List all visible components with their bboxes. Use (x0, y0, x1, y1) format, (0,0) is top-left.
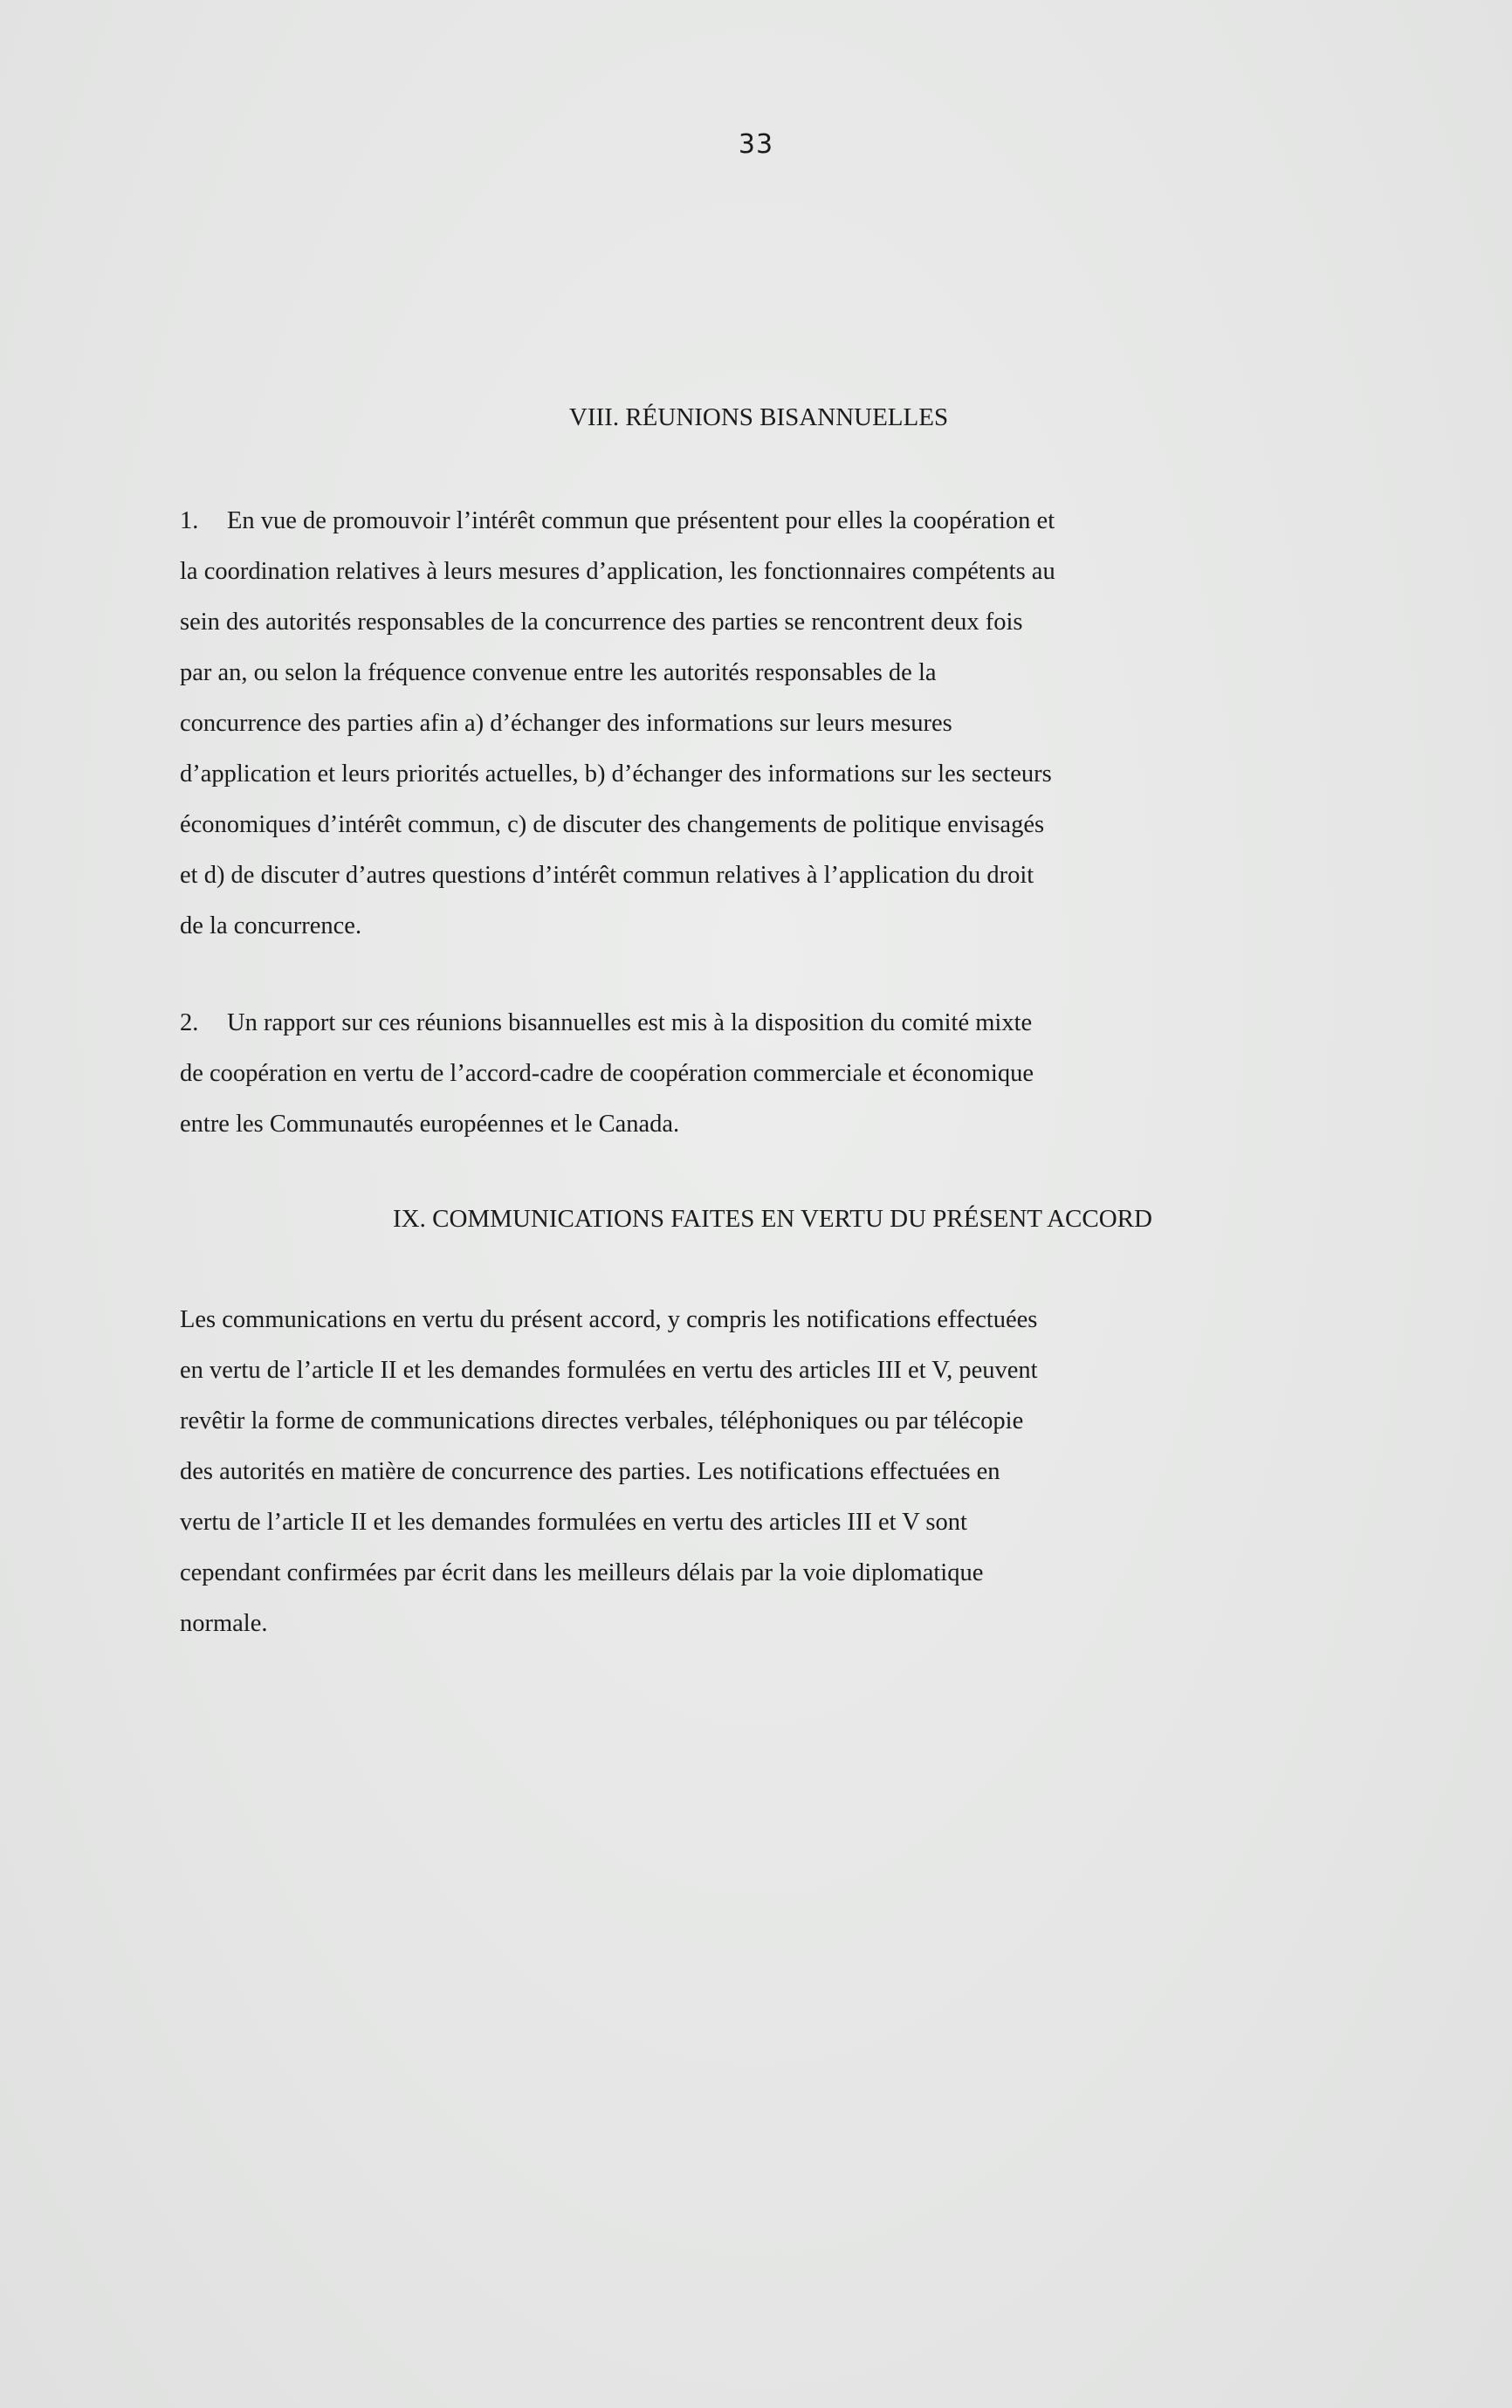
section-heading-viii: VIII. RÉUNIONS BISANNUELLES (568, 403, 949, 431)
paragraph-line: économiques d’intérêt commun, c) de discuter des changements de politique envisagés (180, 811, 1045, 838)
paragraph-line: en vertu de l’article II et les demandes formulées en vertu des articles III et V, peuvent (180, 1357, 1038, 1384)
paragraph-line: Les communications en vertu du présent accord, y compris les notifications effectuées (180, 1306, 1038, 1333)
paragraph-communications (180, 1295, 1166, 1649)
paragraph-line: entre les Communautés européennes et le Canada. (180, 1111, 680, 1138)
paragraph-line: d’application et leurs priorités actuelles, b) d’échanger des informations sur les secteurs (180, 760, 1052, 788)
paragraph-2 (180, 998, 1166, 1150)
paragraph-line: de coopération en vertu de l’accord-cadre de coopération commerciale et économique (180, 1060, 1034, 1087)
paragraph-line: 1. En vue de promouvoir l’intérêt commun que présentent pour elles la coopération et (180, 496, 1166, 547)
paragraph-line: vertu de l’article II et les demandes formulées en vertu des articles III et V sont (180, 1509, 967, 1536)
paragraph-line: 2. Un rapport sur ces réunions bisannuelles est mis à la disposition du comité mixte (180, 998, 1166, 1049)
section-heading-ix: IX. COMMUNICATIONS FAITES EN VERTU DU PRÉSENT ACCORD (393, 1205, 1152, 1233)
paragraph-line: sein des autorités responsables de la concurrence des parties se rencontrent deux fois (180, 609, 1023, 636)
paragraph-line: et d) de discuter d’autres questions d’intérêt commun relatives à l’application du droit (180, 862, 1034, 889)
paragraph-line: la coordination relatives à leurs mesures d’application, les fonctionnaires compétents au (180, 558, 1055, 585)
paragraph-line: par an, ou selon la fréquence convenue entre les autorités responsables de la (180, 659, 937, 686)
paragraph-line: revêtir la forme de communications directes verbales, téléphoniques ou par télécopie (180, 1407, 1024, 1434)
paragraph-line: de la concurrence. (180, 912, 362, 939)
paragraph-number: 2. (180, 1009, 199, 1036)
paragraph-line: des autorités en matière de concurrence des parties. Les notifications effectuées en (180, 1458, 1000, 1485)
paragraph-line: concurrence des parties afin a) d’échanger des informations sur leurs mesures (180, 710, 952, 737)
paragraph-1 (180, 496, 1166, 952)
page-number: 33 (738, 129, 774, 160)
paragraph-number: 1. (180, 507, 199, 534)
paragraph-line: normale. (180, 1610, 268, 1637)
paragraph-line: cependant confirmées par écrit dans les meilleurs délais par la voie diplomatique (180, 1559, 984, 1586)
